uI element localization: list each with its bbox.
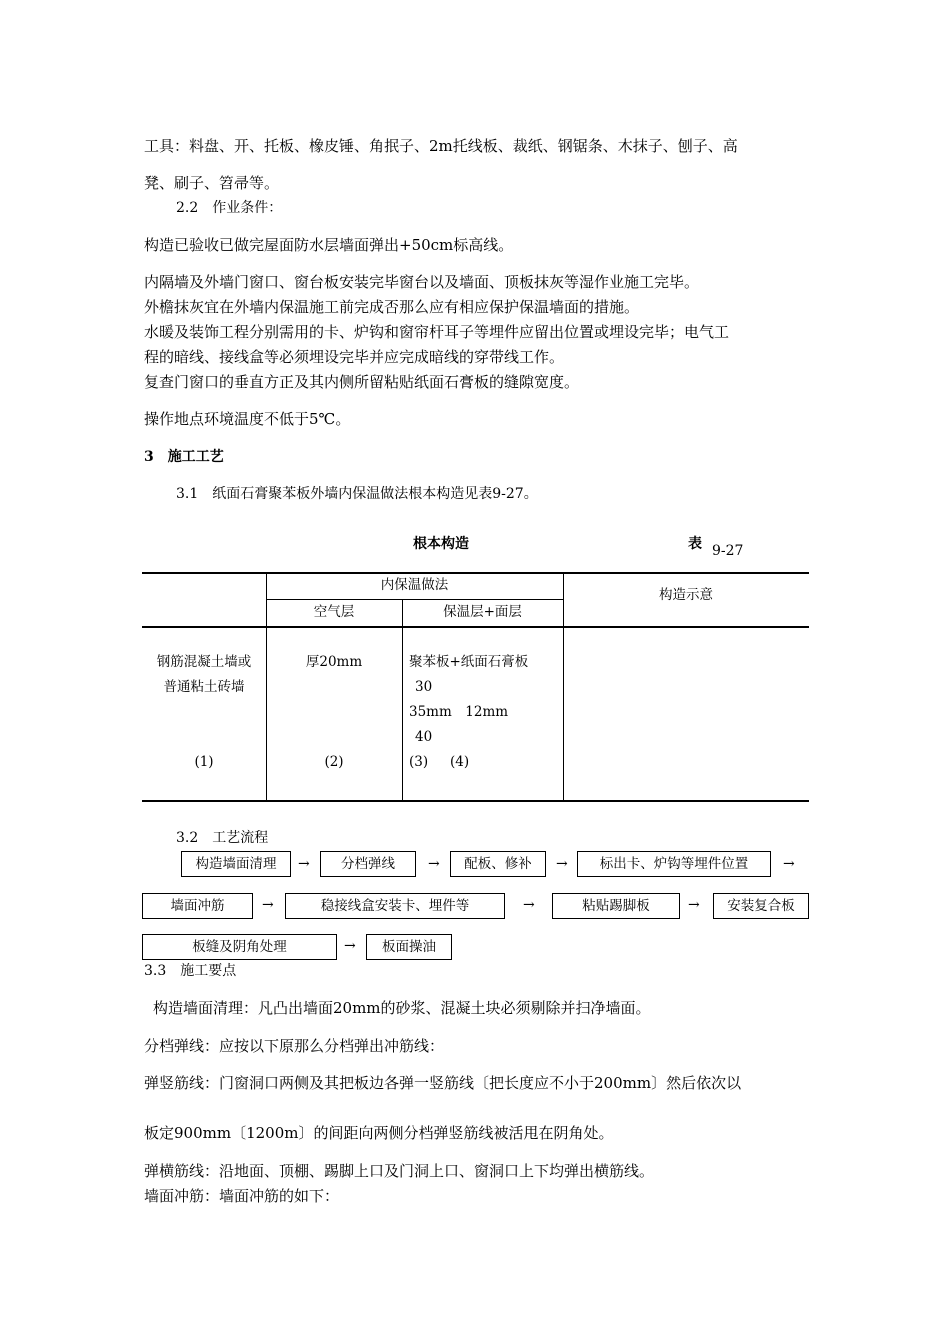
- point-layout-lines: 分档弹线：应按以下原那么分档弹出冲筋线：: [144, 1037, 445, 1055]
- flow-step-7: 粘贴踢脚板: [552, 893, 680, 919]
- condition-3: 外檐抹灰宜在外墙内保温施工前完成否那么应有相应保护保温墙面的措施。: [144, 298, 640, 316]
- flow-step-2: 分档弹线: [320, 851, 416, 877]
- point-wall-cleaning: 构造墙面清理：凡凸出墙面20mm的砂浆、混凝土块必须剔除并扫净墙面。: [153, 999, 651, 1017]
- table-col-divider-3: [563, 573, 564, 801]
- insulation-thickness-40: 40: [415, 729, 433, 745]
- air-layer-thickness: 厚20mm: [305, 654, 363, 670]
- mark-4: (4): [450, 754, 470, 770]
- section-3-3-heading: 3.3 施工要点: [144, 963, 237, 979]
- section-3-2-heading: 3.2 工艺流程: [176, 830, 269, 846]
- table-title: 根本构造: [413, 536, 469, 552]
- flow-arrow-6: →: [523, 897, 535, 913]
- mark-1: (1): [194, 754, 214, 770]
- table-number: 9-27: [712, 543, 744, 559]
- insulation-thickness-35-12: 35mm 12mm: [409, 704, 509, 720]
- insulation-material: 聚苯板+纸面石膏板: [409, 654, 529, 670]
- point-horizontal-lines: 弹横筋线：沿地面、顶棚、踢脚上口及门洞上口、窗洞口上下均弹出横筋线。: [144, 1162, 655, 1180]
- table-bottom-rule: [142, 800, 809, 802]
- flow-step-1: 构造墙面清理: [181, 851, 291, 877]
- condition-5: 复查门窗口的垂直方正及其内侧所留粘贴纸面石膏板的缝隙宽度。: [144, 373, 580, 391]
- header-air-layer: 空气层: [313, 604, 355, 620]
- header-insulation-face: 保温层+面层: [443, 604, 522, 620]
- section-3-1-heading: 3.1 纸面石膏聚苯板外墙内保温做法根本构造见表9-27。: [176, 486, 538, 502]
- mark-3: (3): [409, 754, 429, 770]
- point-wall-screeding: 墙面冲筋：墙面冲筋的如下：: [144, 1187, 340, 1205]
- flow-arrow-4: →: [783, 856, 795, 872]
- condition-1: 构造已验收已做完屋面防水层墙面弹出+50cm标高线。: [144, 236, 514, 254]
- table-header-rule: [142, 626, 809, 628]
- flow-arrow-1: →: [298, 856, 310, 872]
- header-inner-insulation: 内保温做法: [380, 577, 449, 593]
- header-diagram: 构造示意: [659, 587, 713, 603]
- point-vertical-lines-b: 板定900mm〔1200m〕的间距向两侧分档弹竖筋线被活甩在阴角处。: [144, 1124, 614, 1142]
- table-col-divider-2: [402, 599, 403, 801]
- insulation-thickness-30: 30: [415, 679, 433, 695]
- flow-step-3: 配板、修补: [450, 851, 546, 877]
- table-top-rule: [142, 572, 809, 574]
- condition-2: 内隔墙及外墙门窗口、窗台板安装完毕窗台以及墙面、顶板抹灰等湿作业施工完毕。: [144, 273, 700, 291]
- flow-step-9: 板缝及阴角处理: [142, 934, 337, 960]
- flow-step-6: 稳接线盒安装卡、埋件等: [285, 893, 505, 919]
- tools-line-1: 工具：料盘、开、托板、橡皮锤、角抿子、2m托线板、裁纸、钢锯条、木抹子、刨子、高: [144, 137, 738, 155]
- flow-step-8: 安装复合板: [713, 893, 809, 919]
- tools-line-2: 凳、刷子、笤帚等。: [144, 174, 280, 192]
- flow-arrow-8: →: [344, 938, 356, 954]
- flow-arrow-2: →: [428, 856, 440, 872]
- condition-4b: 程的暗线、接线盒等必须埋设完毕并应完成暗线的穿带线工作。: [144, 348, 565, 366]
- flow-arrow-3: →: [556, 856, 568, 872]
- section-3-heading: 3 施工工艺: [144, 449, 224, 465]
- flow-step-10: 板面操油: [366, 934, 452, 960]
- point-vertical-lines-a: 弹竖筋线：门窗洞口两侧及其把板边各弹一竖筋线〔把长度应不小于200mm〕然后依次以: [144, 1074, 742, 1092]
- flow-step-4: 标出卡、炉钩等埋件位置: [577, 851, 771, 877]
- section-2-2-heading: 2.2 作业条件：: [176, 200, 283, 216]
- wall-type-line-1: 钢筋混凝土墙或: [156, 654, 252, 670]
- condition-6: 操作地点环境温度不低于5℃。: [144, 410, 351, 428]
- wall-type-line-2: 普通粘土砖墙: [163, 679, 245, 695]
- flow-arrow-7: →: [688, 897, 700, 913]
- mark-2: (2): [324, 754, 344, 770]
- condition-4a: 水暖及装饰工程分别需用的卡、炉钩和窗帘杆耳子等埋件应留出位置或埋设完毕；电气工: [144, 323, 730, 341]
- flow-step-5: 墙面冲筋: [142, 893, 253, 919]
- table-subheader-rule: [266, 599, 563, 600]
- table-label: 表: [688, 536, 702, 552]
- flow-arrow-5: →: [262, 897, 274, 913]
